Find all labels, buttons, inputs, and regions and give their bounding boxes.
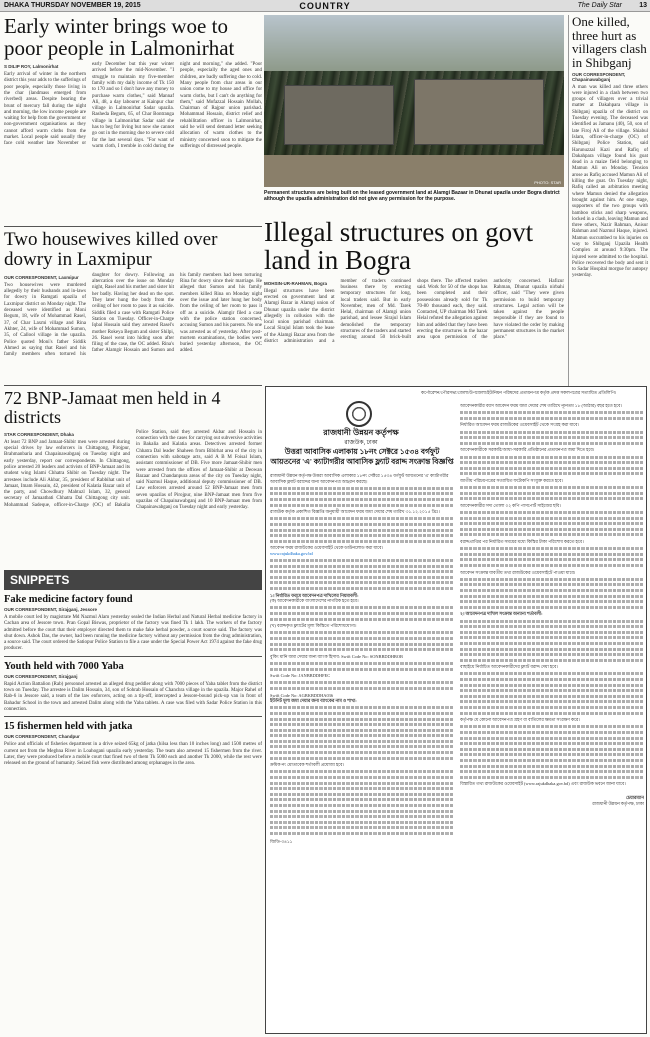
ad-text-line: Swift Code No: AGBKBDDHA036 [270, 692, 334, 698]
ad-text-line: রাজউক কর্তৃক প্রকাশিত বিজ্ঞপ্তি অনুযায়ী আবেদন ফরম জমা দেয়ার শেষ তারিখ ৩১.১২.২০১৫ খ্রিঃ। [270, 509, 441, 515]
snippet-title[interactable]: Youth held with 7000 Yaba [4, 660, 124, 672]
story-headline[interactable]: Early winter brings woe to poor people in Lalmonirhat [4, 15, 235, 61]
ad-text-line: ক্রমিক নং মোতাবেক শর্তাবলী প্রযোজ্য হবে। [270, 762, 345, 768]
paper-name: The Daily Star [577, 2, 622, 9]
ad-text-line: জাতীয় পরিচয়পত্রের সত্যায়িত ফটোকপি সংযুক্ত করতে হবে। [460, 477, 563, 483]
story-headline[interactable]: 72 BNP-Jamaat men held in 4 districts [4, 389, 221, 427]
ad-text-line: ২। আবেদনপত্র দাখিল সংক্রান্ত অন্যান্য শর্তাবলী: [460, 611, 543, 617]
ad-text-line: ১। নির্ধারিত ফরমে আবেদনপত্র দাখিলের নিয়মাবলী: [270, 592, 359, 598]
ad-signatory-org: রাজধানী উন্নয়ন কর্তৃপক্ষ, ঢাকা [592, 800, 644, 806]
ad-org-sub: রাজউক, ঢাকা [344, 440, 378, 446]
story-headline[interactable]: One killed, three hurt as villagers clash in Shibganj [572, 15, 647, 70]
ad-text-line: রাজধানী উন্নয়ন কর্তৃপক্ষ উত্তরা আবাসিক এলাকার ১৮নং সেক্টরে ১৫৩৪ বর্গফুট আয়তনের 'এ' ক্যাটাগরীর [270, 473, 449, 478]
snippet-byline: OUR CORRESPONDENT, Chandpur [4, 734, 80, 740]
snippet-body: Police and officials of fisheries department in a drive seized 65kg of jatka (hilsa less than 10 inches long) and 1500 metres of current net from the Meghna River in Loahogani upazila early yesterday. The team also arrested 15 fishermen from the river. Later, they were produced before a mobile court that fined two of them Tk 5000 each and another Tk 2000, while the rest were released on the ground of humanity. Seized fish were distributed among orphanages in the area. [4, 742, 262, 767]
story-body: Early arrival of winter in the northern district this year adds to the sufferings of poor people, especially those living in the char (landmass emerged from riverbed) areas. Despite bearing the brunt of mercury fall during the night and morning, the low income people are waiting for help from the government or non-government organisations as they cannot afford warm cloths from the market. Local people said usually they face cold weather late November or early December but this year winter arrived before the mid-November. "I struggle to maintain my five-member family with my daily income of Tk 150 to 170 and so I don't have any money to purchase warm clothes," said Mannaf Ali, 48, a day labourer at Kainpur char village in Lalmonirhat Sadar upazila. Rasheda Begum, 65, of Char Bontranga village in Lalmonirhat Sadar said she has to beg for living but now she cannot go out in the morning due to severe cold for the last several days. "For want of warm cloth, I tremble in cold during the night and morning," she added. "Poor people, especially the aged ones and children, are badly suffering due to cold. Many people from char areas in our union come to my house and office for warm cloths, but I can't do anything for them," said Mofazzal Hossain Mollah, Chairman of Rajpur union parishad. Mohammad Hossain, district relief and rehabilitation officer in Lalmonirhat, said he will send demand letter seeking allocation of warm clothes to the ministry concerned soon to mitigate the sufferings of distressed people. [4, 62, 262, 149]
story-byline: OUR CORRESPONDENT, Laxmipur [4, 274, 79, 280]
story-byline: STAR CORRESPONDENT, Dhaka [4, 431, 74, 437]
snippet-byline: OUR CORRESPONDENT, Sirajganj, Jessore [4, 607, 98, 612]
section-name: COUNTRY [299, 1, 351, 11]
ad-text-line: আবেদনকারীকে সরকারি/আধা-সরকারি প্রতিষ্ঠানের প্রত্যয়নপত্র জমা দিতে হবে। [460, 447, 595, 453]
page-number: 13 [639, 2, 647, 9]
ad-text-line: আবেদন ফরম রাজউকের ওয়েবসাইট থেকে ডাউনলোড করা যাবে। [270, 545, 384, 551]
ad-text-line: (খ) বরাদ্দকৃত ফ্ল্যাটের মূল্য কিস্তিতে পরিশোধযোগ্য। [270, 623, 357, 629]
divider [4, 716, 262, 717]
story-headline[interactable]: Illegal structures on govt land in Bogra [264, 218, 534, 276]
ad-text-line: বাছাইয়ে নির্বাচিত আবেদনকারীদের ফ্ল্যাট বরাদ্দ দেয়া হবে। [460, 664, 558, 670]
snippet-body: Rapid Action Battalion (Rab) personnel arrested an alleged drug peddler along with 7000 pieces of Yaba tablet from the district town on Tuesday. The arrestee is Dalim Hossain, 34, son of Sohrab Hossain of Chanchra village in the upazila. Major Rahel of Rab-6 in Jessore said, a team of the law enforcers, acting on a tip-off, intercepted a Jessore-bound pick-up van in front of Bahadur School in the town and arrested Dalim along with the Yaba tablets. A case was filed with Sadar Police Station in this connection. [4, 681, 262, 712]
ad-text-line: (ক) আবেদনকারীকে বাংলাদেশের নাগরিক হতে হবে। [270, 598, 359, 604]
snippet-item [4, 661, 262, 713]
ad-org-name: রাজধানী উন্নয়ন কর্তৃপক্ষ [323, 428, 399, 437]
photo-credit: PHOTO: STAR [534, 180, 561, 185]
ad-text-line: নির্ধারিত আবেদন ফরম রাজউকের ওয়েবসাইট থেকে সংগ্রহ করা যাবে। [460, 422, 580, 428]
photo-caption: Permanent structures are being built on the leased government land at Alamgi Bazaar in Dhunat upazila under Bogra district although the upazila administration did not give any permission for the purpose. [264, 190, 560, 203]
divider [4, 226, 262, 227]
ad-headline: উত্তরা আবাসিক এলাকায় ১৮নং সেক্টরে ১৫৩৪ বর্গফুট আয়তনের 'এ' ক্যাটাগরীর আবাসিক ফ্ল্যাট বরাদ্দ সংক্রান্ত বিজ্ঞপ্তি [270, 447, 454, 466]
story-bnp-jamaat [4, 389, 262, 565]
structures-photo [264, 15, 564, 187]
ad-left-column [270, 473, 454, 1025]
story-body: Illegal structures have been erected on government land at Alamgi Bazar in Alamgi union of Dhunat upazila under the district allegedly in collusion with the local union parishad chairman. Local Sirajul Islam took the lease of the Alamgi Bazar area from the district administration and a member of traders continued business there by erecting temporary structures for long, local traders said. But in early November, men of Md. Tarek Helal, chairman of Alamgi union parishad, and lessee Sirajul Islam demolished the temporary structures of the traders and started erecting around 50 brick-built shops there. The affected traders said. Work for 50 of the shops has been completed and their possessions already sold for Tk 70-80 thousand each, they said. Contacted, UP chairman Md Tarek Helal refuted the allegation against him and added that they have been erecting the structures in the bazar area upon permission of the authority concerned. Hafizur Rahman, Dhunat upazila nirbahi officer, said "They were given permission to build temporary structures. Legal action will be taken against the people responsible if they are found to have violated the order by making permanent structures in the market place." [264, 278, 564, 345]
story-byline: S DILIP ROY, Lalmonirhat [4, 64, 59, 70]
story-laxmipur [4, 230, 262, 382]
story-body: Two housewives were murdered allegedly by their husbands and in-laws for dowry in Ramgati upazila of Laxmipur district on Monday night. The deceased were identified as Moni Begum, 18, wife of Mohammad Rasel, 37, of Char Laxmi village and Rina Akhter, 24, wife of Mohammad Sumon, 35, of Callool village in the upazila. Police quoted Moni's father Siddik Ahmed as saying that Rasel and his family members often tortured his daughter for dowry. Following an altercation over the issue on Monday night, Rasel and his mother and sister hit her badly. Having her dead on the spot. They later hung the body from the ceiling of her room to pass it as suicide. Siddik filed a case with Ramgati Police Station on Tuesday. Officer-in-Charge Iqbal Hossain said they arrested Rasel's mother Rokeya Begum and sister Shilpi, 26. Rasel went into hiding soon after filing of the case, the OC added. Rina's father Alamgir Hossain and Sumon and his family members had been torturing Rina for dowry since their marriage. He alleged that Sumon and his family members killed Rina on Monday night over the issue and later hung her body from the ceiling of her room to pass it off as a suicide. Alamgir filed a case with the police station concerned, accusing Sumon and his parents. No one was arrested as of yesterday. After post-mortem examinations, the bodies were buried yesterday afternoon, the OC added. [4, 272, 262, 358]
snippet-title[interactable]: 15 fishermen held with jatka [4, 721, 133, 733]
story-body: A man was killed and three others were injured in a clash between two groups of villagers over a trivial matter at Dakahpara village in Shibganj upazila of the district on Tuesday evening. The deceased was identified as Jamanu (40), 50, son of late Firoj Ali of the village. Shiabul Islam, officer-in-charge (OC) of Shibganj Police Station, said Harunuzzal Kazi and Rafiq of Dakahpara village found his goat dead in a maize field belonging to Mamun Ali on Monday. Tension arose as Rafiq accused Mamun Ali of killing the goat. On Tuesday night, Rafiq called an arbitration meeting where Mamun denied the allegation brought against him. At one stage, supporters of the two groups with bamboo sticks and sharp weapons, locked in a clash, leaving Mamun and three others, Nazir Rahman, Anisur Rahman and Nazmul Haque, injured. Mamun succumbed to his injuries on way to Shibganj Upazila Health Complex at around 9:30pm. The injured were admitted to the hospital. Police recovered the body and sent it to Sadar Hospital morgue for autopsy yesterday. [572, 84, 648, 279]
divider [4, 385, 262, 386]
story-byline: MOHSIN-UR-RAHMAN, Bogra [264, 280, 327, 286]
ad-text-line: বিস্তারিত তথ্য রাজউকের ওয়েবসাইট (www.rajukdhaka.gov.bd) এবং রাজউক ভবনে জানা যাবে। [460, 781, 626, 787]
story-bogra [264, 218, 564, 382]
snippets-header: SNIPPETS [4, 570, 262, 590]
snippet-body: A mobile court led by magistrate Md Nazmul Alam yesterday sealed the Indian Herbal and Natural Herbal medicine factory in Cachan area of Jessore town. Pran Gopal Biswas, proprietor of the factory was fined Tk 1 lakh. The workers of the factory admitted before the court that their employer directed them to make fake herbal powder, a court source said. The factory was shut down. Ashok Das, the owner, had been running the medicine factory without any permission from the drug administration, a source said. The court ordered the Satiopur Police Station to file a case under the Special Power Act 1974 against the fake drug producer. [4, 615, 262, 652]
ad-text-line: Swift Code No: JANBBDDHFEC [270, 673, 331, 679]
story-lalmonirhat [4, 15, 262, 225]
divider [4, 656, 262, 657]
ad-text-line: আবাসিক ফ্ল্যাট বরাদ্দের জন্য আবেদনপত্র আহ্বান করছে। [270, 478, 368, 484]
ad-text-line: ইউনিট মূল্য জমা দেয়ার জন্য ব্যাংকের নাম ও শাখা: [270, 698, 357, 704]
snippet-byline: OUR CORRESPONDENT, Sirajganj [4, 673, 78, 679]
rajuk-logo [346, 401, 372, 427]
masthead-date: DHAKA THURSDAY NOVEMBER 19, 2015 [4, 2, 141, 9]
photo-block [264, 15, 564, 215]
ad-text-line: বরাদ্দপ্রাপ্তির পর নির্ধারিত সময়ের মধ্যে কিস্তির টাকা পরিশোধ করতে হবে। [460, 539, 584, 545]
ad-right-column [460, 403, 644, 1027]
ad-text-line: আবেদনকারীর সদ্য তোলা ০২ কপি পাসপোর্ট সাইজের ছবি। [460, 502, 561, 508]
snippet-title[interactable]: Fake medicine factory found [4, 594, 133, 605]
story-headline[interactable]: Two housewives killed over dowry in Laxmipur [4, 230, 218, 270]
ad-footer-ref: জিডি-৩৪১১ [270, 838, 293, 844]
ad-top-line: কর্পোরেশন/পৌরসভা/জেলা/উপজেলা/ইউনিয়ন পরিষদের প্রত্যয়নপত্র কর্তৃক প্রদত্ত সকলপত্রের সত্যায়িত প্রতিলিপি। [421, 390, 617, 395]
ad-website-link[interactable]: www.rajukdhaka.gov.bd [270, 550, 313, 556]
snippet-item [4, 721, 262, 767]
ad-signatory: চেয়ারম্যান [625, 794, 644, 800]
rajuk-advertisement [265, 386, 647, 1034]
ad-text-line: বুকিং মানি জমা দেয়ার জন্য ব্যাংক হিসাব: Swift Code No: SONBBDDHBOB [270, 653, 403, 659]
story-body: At least 72 BNP and Jamaat-Shibir men were arrested during special drives by law enforcers in Chittagong, Pirojpur, Brahmanbaria and Chapainawabganj on Tuesday night and early yesterday, report our correspondents. In Chittagong, police arrested 20 leaders and activists of BNP-Jamaat and its student wing Islami Chhatra Shibir on Tuesday night. The arrestees include Ali Akbar, 35, president of Rabbihat unit of Jamaat, Imam Hossain, 42, president of Kalatia Bazar unit of the party, and Chowdhury Mahtuzl Islam, 32, general secretary of Jamaatbati Chhatra Dal Chittagong city unit. Mohammad Sadeque, officer-in-Charge (OC) of Bakalia Police Station, said they arrested Akbar and Hossain in connection with the cases for carrying out subversive activities in Bakalia and Kalatia areas. Detectives arrested former Chhatra Dal leader Shaheen from Bibirhat area of the city in connection with sabotage acts, said A B M Foisal Islam, assistant commissioner of DB. Five more Jamaat-Shibir men were arrested from the offices of Jamaat-Shibir at Deowan Bazaar and Chandanpura areas of the city on Tuesday night, said Nazmul Haque, additional deputy commissioner of DB. Law enforcers arrested around 52 BNP-Jamaat men from seven upazilas of Pirojpur, nine BNP-Jamaat men from five upazilas of Chapainawabganj and 10 BNP-Jamaat men from Chapainawabganj on Tuesday night and early yesterday. [4, 429, 262, 511]
ad-text-line: আবেদনকারীর বয়স আবেদন ফরম জমা দেয়ার শেষ তারিখে ন্যূনতম ১৮ (আঠার) বছর হতে হবে। [460, 403, 622, 408]
story-byline: OUR CORRESPONDENT, Chapainawabganj [572, 71, 626, 82]
snippet-item [4, 594, 262, 653]
snippets-section [4, 570, 262, 1034]
masthead-bar [0, 0, 650, 12]
ad-text-line: কর্তৃপক্ষ যে কোনো আবেদনপত্র গ্রহণ বা বাতিলের ক্ষমতা সংরক্ষণ করে। [460, 717, 580, 723]
ad-text-line: আবেদন সংক্রান্ত যাবতীয় তথ্য রাজউকের ওয়েবসাইটে পাওয়া যাবে। [460, 569, 576, 575]
